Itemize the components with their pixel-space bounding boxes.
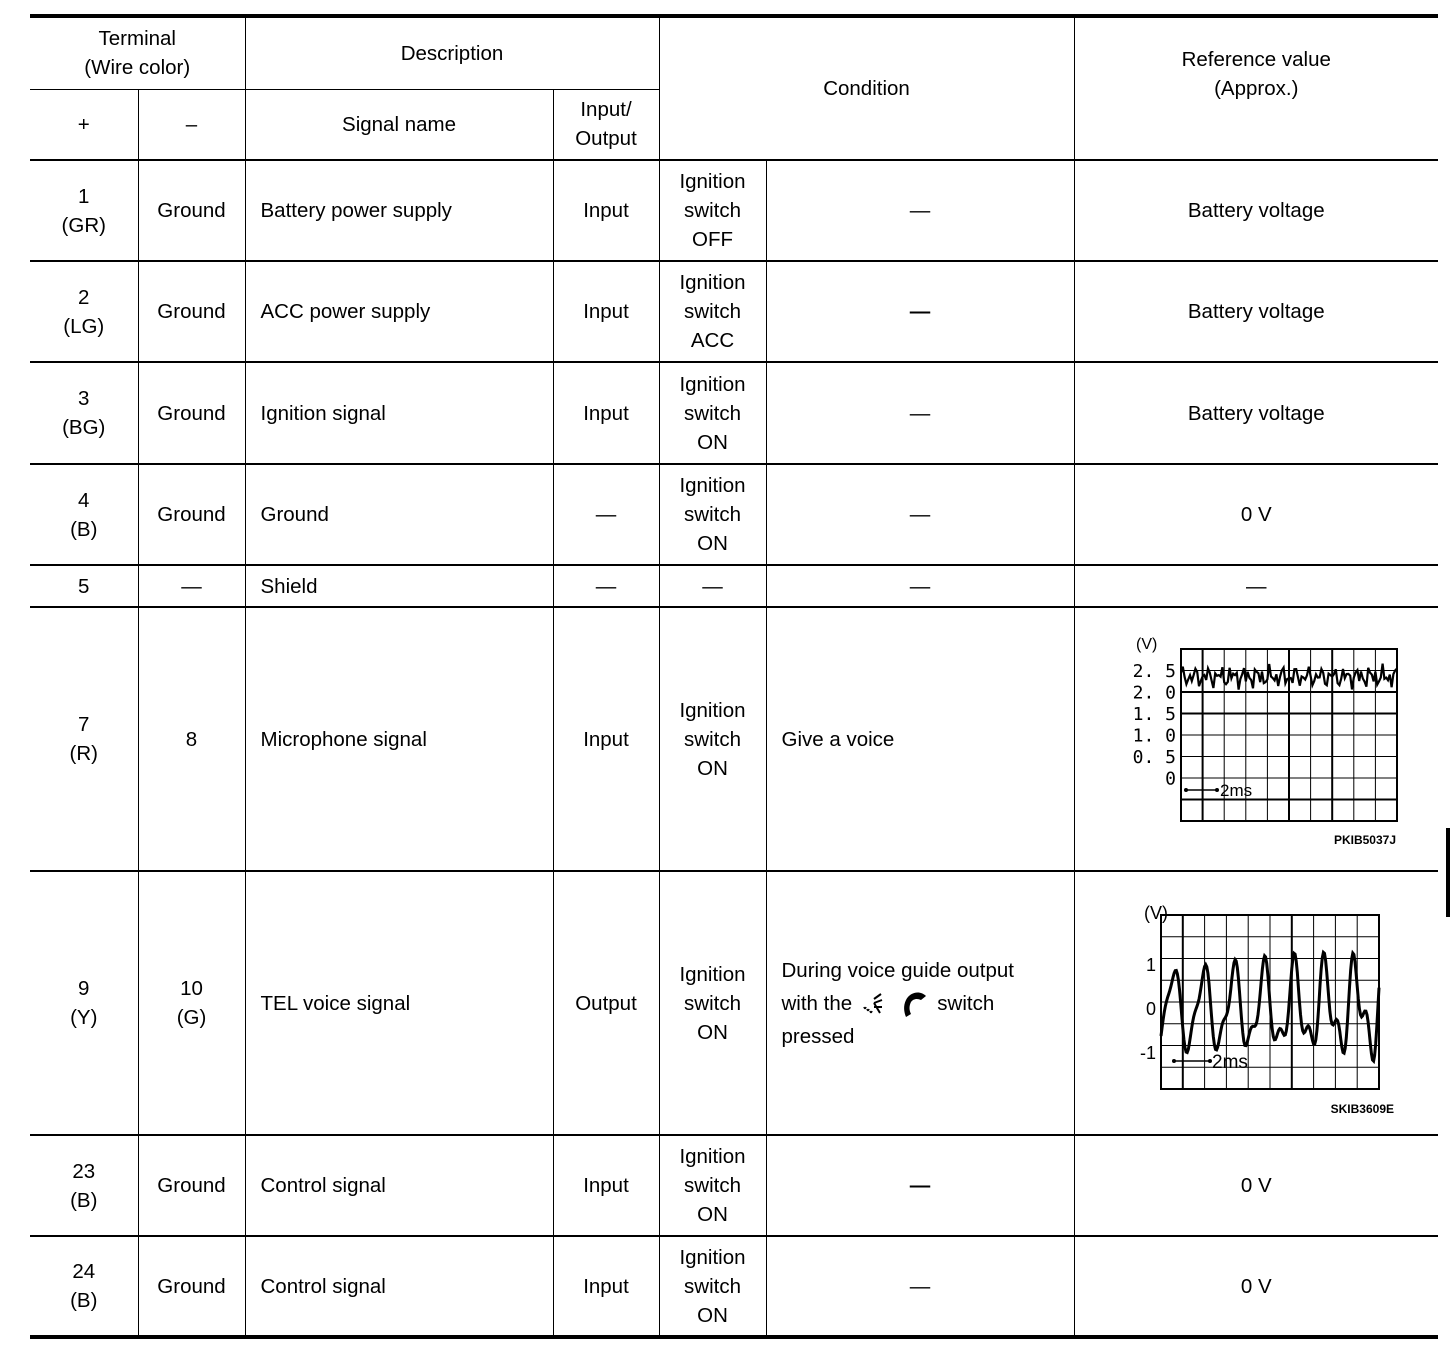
timebase-marker [1184,781,1252,800]
input-output: Input [553,607,659,871]
condition: — [766,1135,1074,1236]
wire-color: (Y) [70,1006,98,1029]
input-output: Input [553,1236,659,1337]
input-output: Input [553,261,659,362]
ignition-state [659,871,766,1135]
signal-name: Shield [245,565,553,607]
plus-terminal [30,607,138,871]
minus-terminal: 8 [138,607,245,871]
reference-value: 0 V [1074,464,1438,565]
cond-line-2: switch [684,1174,741,1197]
input-output: Input [553,160,659,261]
header-condition: Condition [659,16,1074,160]
cond-line-1: Ignition [679,170,746,193]
signal-name: Ground [245,464,553,565]
terminal-number: 10 [180,977,203,1000]
terminal-number: 2 [78,285,90,309]
reference-waveform [1074,871,1438,1135]
signal-name: Battery power supply [245,160,553,261]
header-reference [1074,16,1438,160]
plus-terminal [30,871,138,1135]
ignition-state [659,261,766,362]
unit-label: (V) [1144,903,1169,923]
reference-value: — [1074,565,1438,607]
axis-tick-label: 1 [1146,955,1157,975]
tel-voice-waveform [1106,893,1406,1113]
terminal-number: 5 [78,574,90,598]
minus-terminal: Ground [138,1236,245,1337]
table-row [30,565,1438,607]
cond-line-3: ON [697,430,728,454]
condition: — [766,1236,1074,1337]
wire-color: (R) [69,742,98,765]
terminal-number: 4 [78,488,90,512]
io-label-1: Input/ [580,98,632,122]
table-row [30,362,1438,464]
signal-name: ACC power supply [245,261,553,362]
io-label-2: Output [575,127,637,151]
ignition-state [659,607,766,871]
minus-terminal [138,871,245,1135]
cond-line-1: Ignition [679,698,746,722]
wire-color: (B) [70,517,98,541]
cond-line-3: OFF [692,228,733,251]
ignition-state [659,1236,766,1337]
reference-value: Battery voltage [1074,160,1438,261]
cond-line-3: ON [697,1020,728,1044]
cond-line-1: Ignition [679,271,746,294]
cond-line-2: switch [684,503,741,526]
table-row [30,607,1438,871]
terminal-number: 1 [78,184,90,208]
plus-terminal [30,261,138,362]
reference-value: Battery voltage [1074,261,1438,362]
axis-tick-label: 2. 0 [1132,682,1177,704]
reference-value: 0 V [1074,1135,1438,1236]
axis-tick-label: -1 [1140,1043,1157,1063]
axis-tick-label: 2. 5 [1132,661,1177,682]
condition: — [766,160,1074,261]
terminal-label: Terminal [98,27,176,51]
header-plus: + [30,89,138,160]
approx-label: (Approx.) [1214,76,1299,100]
reference-value: 0 V [1074,1236,1438,1337]
cond-line-3: ACC [690,329,735,352]
condition: — [766,464,1074,565]
plus-terminal [30,160,138,261]
condition-line-3: pressed [781,1024,855,1048]
reference-waveform [1074,607,1438,871]
ignition-state: — [659,565,766,607]
plus-terminal [30,1236,138,1337]
minus-terminal: — [138,565,245,607]
minus-terminal: Ground [138,160,245,261]
reference-value-label: Reference value [1181,47,1331,71]
condition-line-2b: switch [937,991,995,1015]
condition [766,871,1074,1135]
terminal-table [30,14,1438,1339]
axis-tick-label: 0 [1165,768,1177,790]
table-row [30,1135,1438,1236]
cond-line-1: Ignition [679,1145,746,1168]
condition: — [766,565,1074,607]
figure-code: SKIB3609E [1330,1102,1395,1113]
signal-name: TEL voice signal [245,871,553,1135]
cond-line-3: ON [697,532,728,555]
table-row [30,261,1438,362]
condition-line-1: During voice guide output [781,958,1014,982]
wire-color-label: (Wire color) [84,56,191,80]
signal-name: Ignition signal [245,362,553,464]
cond-line-1: Ignition [679,1245,746,1269]
input-output: — [553,565,659,607]
ignition-state [659,1135,766,1236]
cond-line-2: switch [684,727,741,751]
signal-name: Microphone signal [245,607,553,871]
signal-name: Control signal [245,1236,553,1337]
terminal-number: 23 [72,1159,96,1183]
microphone-waveform [1106,629,1406,849]
table-row [30,1236,1438,1337]
wire-color: (GR) [61,213,106,237]
input-output: — [553,464,659,565]
ignition-state [659,362,766,464]
condition: — [766,362,1074,464]
cond-line-2: switch [684,991,741,1015]
timebase-label: 2ms [1220,781,1253,800]
axis-tick-label: 1. 5 [1132,704,1177,725]
header-terminal [30,16,245,89]
cond-line-1: Ignition [679,372,746,396]
minus-terminal: Ground [138,261,245,362]
condition: Give a voice [766,607,1074,871]
header-signal-name: Signal name [245,89,553,160]
condition-line-2a: with the [781,991,853,1015]
phone-handset-icon [900,990,928,1018]
reference-value: Battery voltage [1074,362,1438,464]
ignition-state [659,464,766,565]
table-row [30,871,1438,1135]
input-output: Input [553,362,659,464]
voice-recognition-icon [860,991,888,1017]
axis-tick-label: 0 [1146,999,1157,1019]
terminal-number: 24 [72,1260,96,1283]
minus-terminal: Ground [138,362,245,464]
header-minus: – [138,89,245,160]
plus-terminal [30,565,138,607]
wire-color: (B) [70,1289,98,1312]
condition: — [766,261,1074,362]
header-description: Description [245,16,659,89]
cond-line-1: Ignition [679,474,746,497]
wire-color: (LG) [63,314,105,338]
signal-name: Control signal [245,1135,553,1236]
terminal-number: 3 [78,387,90,410]
table-row [30,160,1438,261]
axis-tick-label: 1. 0 [1132,725,1177,747]
input-output: Input [553,1135,659,1236]
minus-terminal: Ground [138,1135,245,1236]
cond-line-3: ON [697,1203,728,1226]
minus-terminal: Ground [138,464,245,565]
terminal-number: 9 [78,977,90,1000]
unit-label: (V) [1136,636,1158,653]
timebase-label: 2ms [1212,1052,1249,1073]
figure-code: PKIB5037J [1334,833,1397,847]
cond-line-3: ON [697,1303,728,1327]
cond-line-2: switch [684,1274,741,1298]
plus-terminal [30,1135,138,1236]
cond-line-2: switch [684,401,741,425]
cond-line-2: switch [684,199,741,222]
plus-terminal [30,362,138,464]
plus-terminal [30,464,138,565]
table-row [30,464,1438,565]
cond-line-2: switch [684,300,741,323]
input-output: Output [553,871,659,1135]
header-input-output [553,89,659,160]
wire-color: (B) [70,1188,98,1212]
ignition-state [659,160,766,261]
terminal-number: 7 [78,713,90,736]
cond-line-1: Ignition [679,962,746,986]
axis-tick-label: 0. 5 [1132,747,1177,768]
wire-color: (G) [176,1006,207,1029]
wire-color: (BG) [62,416,106,439]
page-edge-marker [1446,828,1450,917]
cond-line-3: ON [697,756,728,780]
